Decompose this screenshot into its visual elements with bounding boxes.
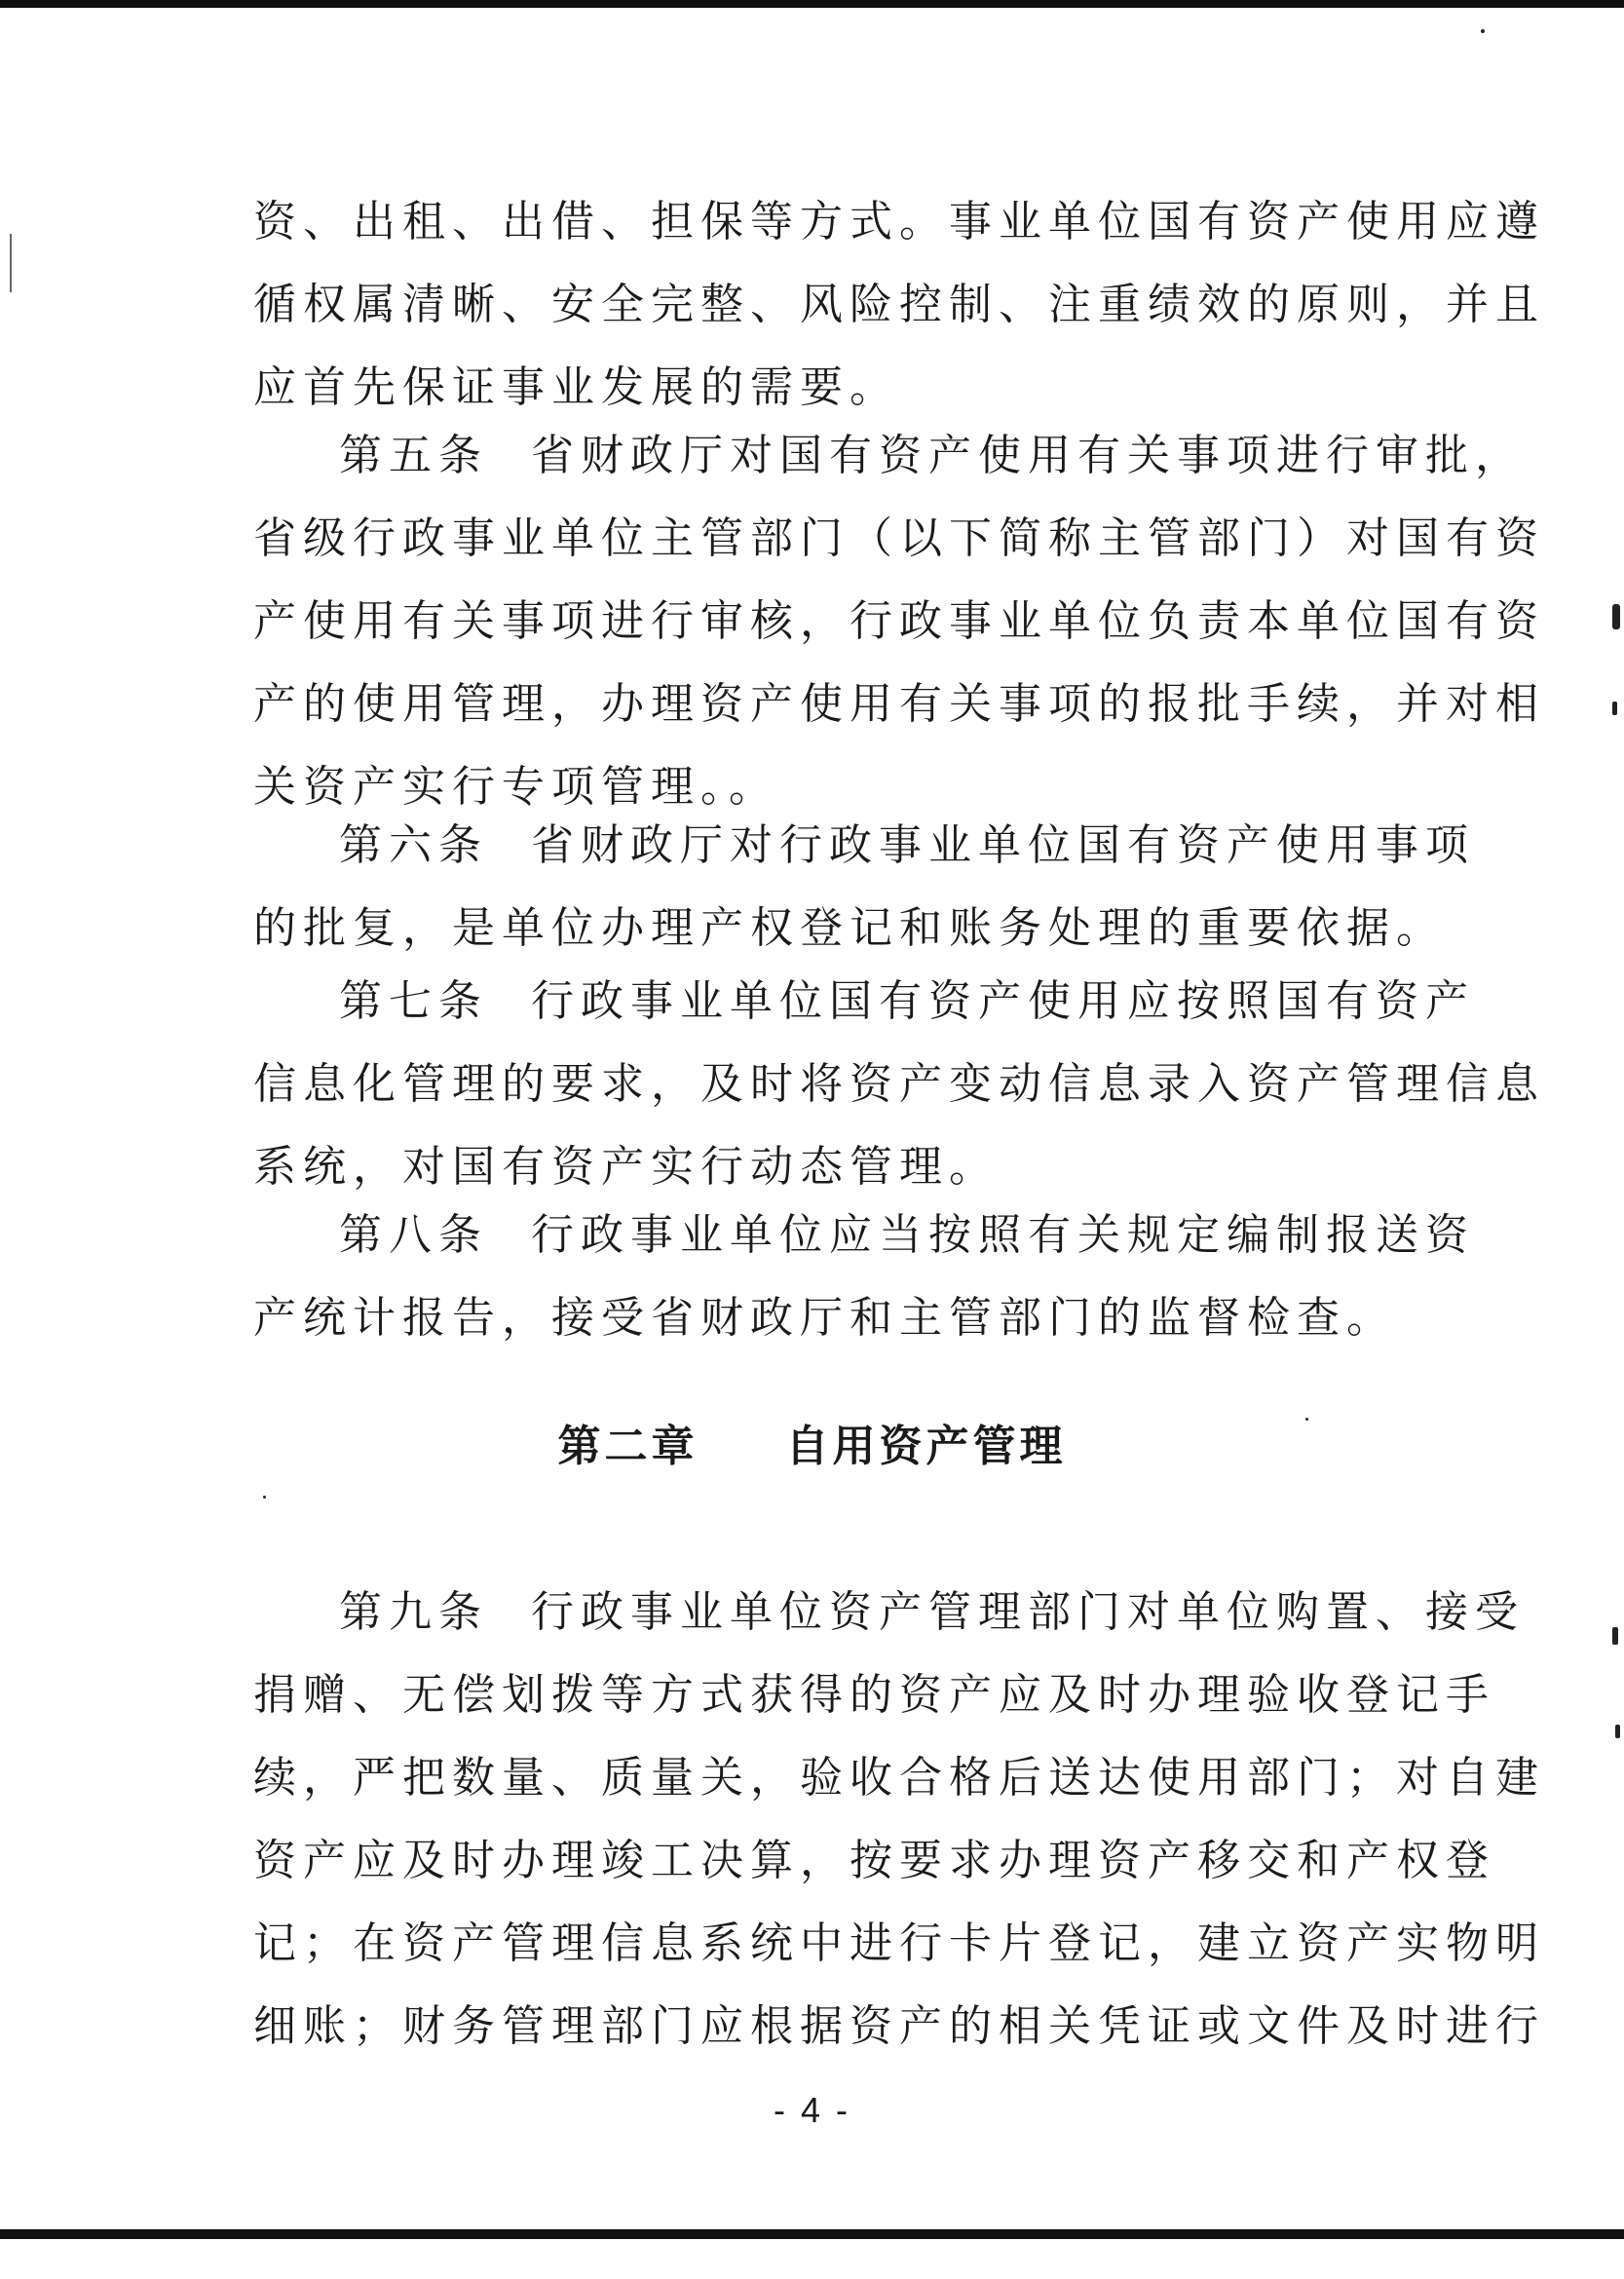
- text-line: 循权属清晰、安全完整、风险控制、注重绩效的原则，并且: [253, 280, 1545, 329]
- scan-speck: [1612, 604, 1620, 629]
- article-number: 第九条: [339, 1587, 488, 1637]
- article-6: [253, 804, 1475, 969]
- scan-mark-left: [10, 234, 12, 292]
- article-first-line: [253, 1194, 1475, 1276]
- text-line: 产统计报告，接受省财政厅和主管部门的监督检查。: [253, 1293, 1396, 1343]
- article-5: [253, 414, 1545, 828]
- text-line: 省财政厅对行政事业单位国有资产使用事项: [531, 820, 1475, 870]
- article-first-line: [253, 804, 1475, 887]
- text-line: 资、出租、出借、担保等方式。事业单位国有资产使用应遵: [253, 197, 1545, 247]
- article-first-line: [253, 414, 1525, 497]
- text-line: 省财政厅对国有资产使用有关事项进行审批，: [531, 431, 1525, 480]
- page-number: - 4 -: [773, 2090, 850, 2130]
- article-first-line: [253, 960, 1475, 1043]
- article-first-line: [253, 1571, 1525, 1653]
- article-number: 第六条: [339, 820, 488, 870]
- text-line: 续，严把数量、质量关，验收合格后送达使用部门；对自建: [253, 1753, 1545, 1803]
- text-line: 细账；财务管理部门应根据资产的相关凭证或文件及时进行: [253, 2001, 1545, 2051]
- scan-speck: [1615, 1725, 1620, 1738]
- text-line: 行政事业单位资产管理部门对单位购置、接受: [531, 1587, 1525, 1637]
- paragraph-continuation: [253, 180, 1545, 429]
- scan-border-top: [0, 0, 1624, 8]
- article-8: [253, 1194, 1475, 1359]
- text-line: 系统，对国有资产实行动态管理。: [253, 1142, 999, 1192]
- chapter-heading: [0, 1411, 1624, 1473]
- text-line: 记；在资产管理信息系统中进行卡片登记，建立资产实物明: [253, 1918, 1545, 1968]
- text-line: 应首先保证事业发展的需要。: [253, 362, 899, 412]
- scan-speck: [1612, 1627, 1618, 1645]
- text-line: 关资产实行专项管理。。: [253, 762, 778, 812]
- text-line: 省级行政事业单位主管部门（以下简称主管部门）对国有资: [253, 513, 1545, 563]
- text-line: 的批复，是单位办理产权登记和账务处理的重要依据。: [253, 903, 1446, 953]
- article-number: 第七条: [339, 976, 488, 1026]
- chapter-title: 自用资产管理: [785, 1422, 1067, 1471]
- text-line: 产的使用管理，办理资产使用有关事项的报批手续，并对相: [253, 679, 1545, 729]
- scan-speck: [1481, 29, 1485, 33]
- chapter-number: 第二章: [557, 1422, 699, 1471]
- text-line: 信息化管理的要求，及时将资产变动信息录入资产管理信息: [253, 1059, 1545, 1109]
- article-9: [253, 1571, 1545, 2068]
- scan-border-bottom: [0, 2229, 1624, 2239]
- article-7: [253, 960, 1545, 1208]
- article-number: 第五条: [339, 431, 488, 480]
- scan-speck: [263, 1496, 266, 1499]
- text-line: 捐赠、无偿划拨等方式获得的资产应及时办理验收登记手: [253, 1670, 1495, 1720]
- scan-speck: [1612, 702, 1617, 715]
- article-number: 第八条: [339, 1210, 488, 1260]
- text-line: 产使用有关事项进行审核，行政事业单位负责本单位国有资: [253, 596, 1545, 646]
- text-line: 行政事业单位应当按照有关规定编制报送资: [531, 1210, 1475, 1260]
- text-line: 行政事业单位国有资产使用应按照国有资产: [531, 976, 1475, 1026]
- text-line: 资产应及时办理竣工决算，按要求办理资产移交和产权登: [253, 1836, 1495, 1885]
